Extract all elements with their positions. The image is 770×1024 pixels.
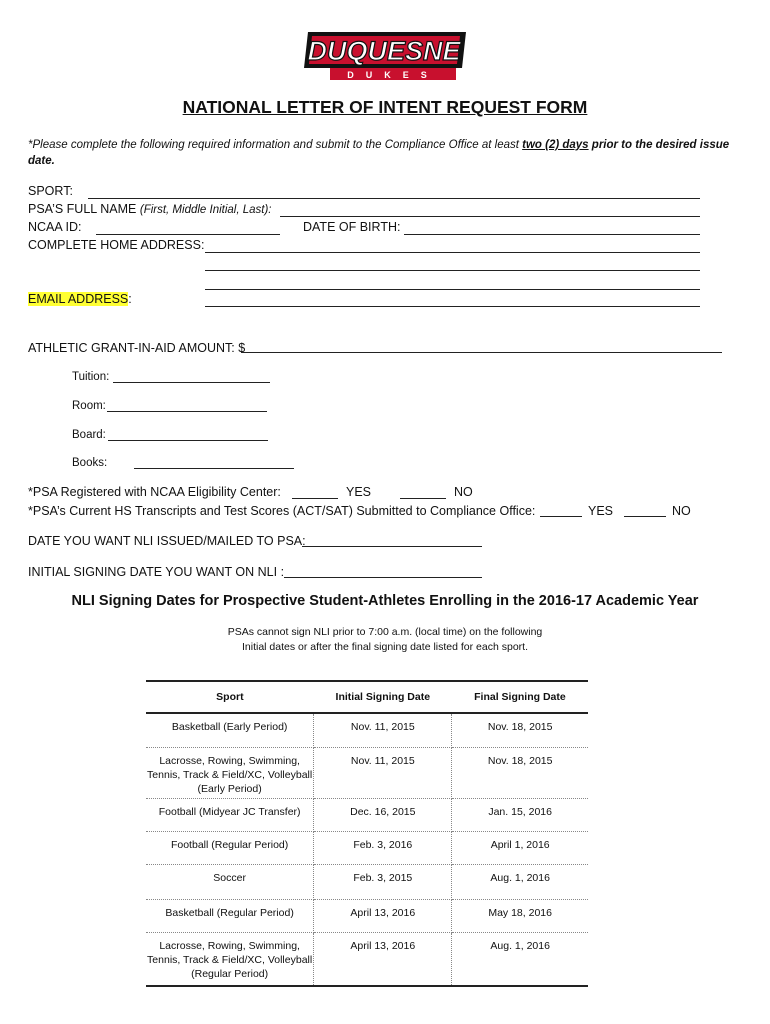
room-label: Room: [72,400,106,412]
final-date-cell: Aug. 1, 2016 [452,932,588,986]
sport-cell [146,932,314,986]
psa-name-text: PSA’S FULL NAME [28,202,137,216]
email-label-colon: : [128,292,132,306]
sport-cell-line: Tennis, Track & Field/XC, Volleyball [147,768,313,781]
table-row [146,713,588,747]
email-field[interactable] [205,306,700,307]
instructions-suffix: prior to the desired issue date. [28,139,730,167]
sport-cell [146,798,314,831]
sport-cell [146,713,314,747]
sport-cell [146,747,314,798]
signing-dates-table [146,680,588,987]
sport-cell-line: Football (Midyear JC Transfer) [158,805,301,818]
sport-label: SPORT: [28,184,73,198]
initial-date-cell: Nov. 11, 2015 [314,747,452,798]
board-label: Board: [72,429,106,441]
instructions-prefix: *Please complete the following required information and submit to the Compliance Office at least [28,139,523,151]
eligibility-yes-field[interactable] [292,498,338,499]
sport-cell-line: Basketball (Early Period) [171,721,288,733]
sport-cell-line: Tennis, Track & Field/XC, Volleyball [147,953,313,966]
transcripts-question: *PSA’s Current HS Transcripts and Test Scores (ACT/SAT) Submitted to Compliance Office: [28,504,536,518]
logo-subtitle: DUKES [347,70,439,80]
eligibility-yes-label: YES [346,485,372,499]
psa-name-hint: (First, Middle Initial, Last): [139,204,272,216]
grant-label: ATHLETIC GRANT-IN-AID AMOUNT: $ [28,341,246,355]
nli-heading: NLI Signing Dates for Prospective Student-Athletes Enrolling in the 2016-17 Academic Year [71,593,699,609]
final-date-cell: Aug. 1, 2016 [452,864,588,899]
initial-date-cell: Feb. 3, 2016 [314,831,452,864]
sport-cell-line: Football (Regular Period) [170,838,289,851]
logo-wordmark: DUQUESNE [307,36,461,66]
instructions-deadline: two (2) days [522,139,589,151]
dob-label: DATE OF BIRTH: [303,220,401,234]
issue-date-field[interactable] [302,546,482,547]
instructions [28,137,738,169]
dob-field[interactable] [404,234,700,235]
address-field-line-3[interactable] [205,289,700,290]
email-label [28,292,132,307]
tuition-field[interactable] [113,382,270,383]
transcripts-yes-label: YES [588,504,614,518]
signing-date-field[interactable] [284,577,482,578]
initial-date-cell: Feb. 3, 2015 [314,864,452,899]
final-date-cell: Jan. 15, 2016 [452,798,588,831]
address-field-line-1[interactable] [205,252,700,253]
duquesne-logo [300,28,470,86]
table-row [146,932,588,986]
address-field-line-2[interactable] [205,270,700,271]
sport-cell [146,864,314,899]
initial-date-cell: April 13, 2016 [314,899,452,932]
table-row [146,864,588,899]
signing-date-label: INITIAL SIGNING DATE YOU WANT ON NLI : [28,565,285,579]
ncaa-id-field[interactable] [96,234,280,235]
transcripts-no-field[interactable] [624,516,666,517]
books-field[interactable] [134,468,294,469]
sport-cell [146,899,314,932]
sport-cell-line: Basketball (Regular Period) [165,906,294,919]
eligibility-no-field[interactable] [400,498,446,499]
sport-cell-line: Lacrosse, Rowing, Swimming, [159,939,300,952]
transcripts-no-label: NO [672,504,691,518]
sport-cell-line: Lacrosse, Rowing, Swimming, [159,754,300,767]
psa-name-label [28,202,272,218]
tuition-label: Tuition: [72,371,110,383]
column-header-initial: Initial Signing Date [314,681,452,713]
initial-date-cell: April 13, 2016 [314,932,452,986]
grant-amount-field[interactable] [241,352,722,353]
final-date-cell: Nov. 18, 2015 [452,747,588,798]
final-date-cell: Nov. 18, 2015 [452,713,588,747]
table-row [146,798,588,831]
final-date-cell: May 18, 2016 [452,899,588,932]
initial-date-cell: Nov. 11, 2015 [314,713,452,747]
email-label-highlight: EMAIL ADDRESS [28,292,129,306]
sport-cell [146,831,314,864]
column-header-sport: Sport [146,681,314,713]
nli-note-line-1: PSAs cannot sign NLI prior to 7:00 a.m. (local time) on the following [227,626,543,638]
sport-cell-line: (Regular Period) [191,967,269,980]
final-date-cell: April 1, 2016 [452,831,588,864]
column-header-final: Final Signing Date [452,681,588,713]
page-title: NATIONAL LETTER OF INTENT REQUEST FORM [182,97,588,117]
board-field[interactable] [108,440,268,441]
sport-cell-line: Soccer [213,871,246,884]
initial-date-cell: Dec. 16, 2015 [314,798,452,831]
sport-field[interactable] [88,198,700,199]
table-row [146,899,588,932]
ncaa-id-label: NCAA ID: [28,220,82,234]
table-row [146,831,588,864]
room-field[interactable] [107,411,267,412]
books-label: Books: [72,457,108,469]
transcripts-yes-field[interactable] [540,516,582,517]
issue-date-label: DATE YOU WANT NLI ISSUED/MAILED TO PSA: [28,534,306,548]
table-row [146,747,588,798]
address-label: COMPLETE HOME ADDRESS: [28,238,205,252]
eligibility-no-label: NO [454,485,473,499]
eligibility-question: *PSA Registered with NCAA Eligibility Center: [28,485,281,499]
nli-note-line-2: Initial dates or after the final signing date listed for each sport. [242,641,528,653]
sport-cell-line: (Early Period) [197,782,262,795]
psa-name-field[interactable] [280,216,700,217]
table-header-row [146,681,588,713]
